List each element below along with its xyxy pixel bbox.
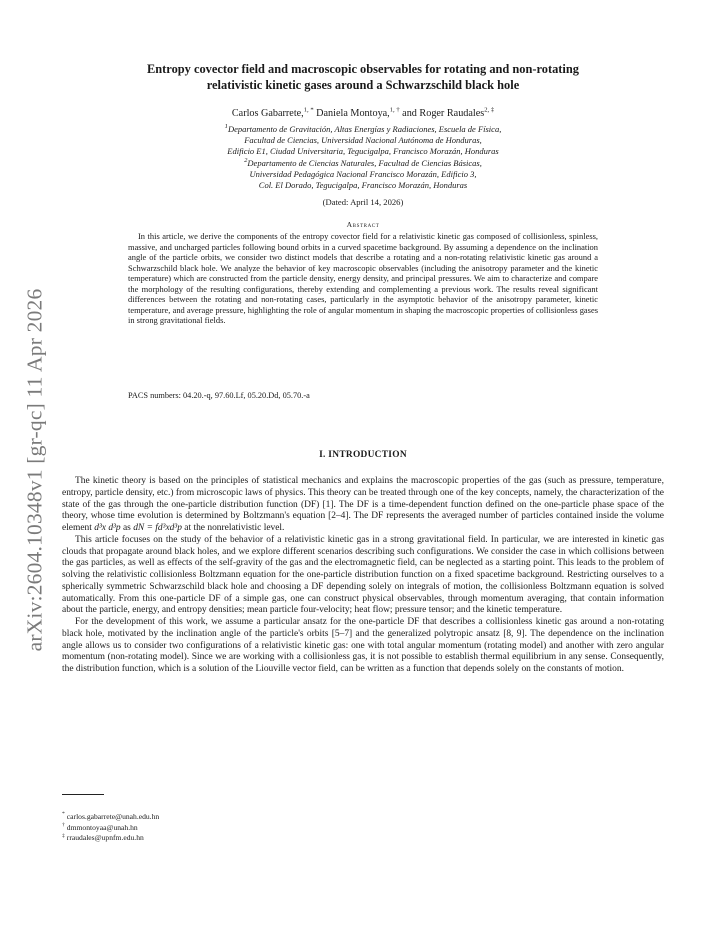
author-marker: 1, * bbox=[303, 106, 314, 114]
affiliation-line: $^2$Departamento de Ciencias Naturales, Facultad de Ciencias Básicas, bbox=[244, 156, 482, 168]
footnote: † dmmontoyaa@unah.hn bbox=[62, 822, 138, 832]
body-text bbox=[62, 476, 664, 676]
author-name: Daniela Montoya, bbox=[313, 108, 390, 119]
affiliation-line: Facultad de Ciencias, Universidad Nacional Autónoma de Honduras, bbox=[244, 135, 482, 146]
paragraph: This article focuses on the study of the behavior of a relativistic kinetic gas in a strong gravitational field. In particular, we are interested in kinetic gas clouds that propagate around black holes, and we explore different scenarios describing such configurations. We consider the case in which collisions between the gas particles, as well as effects of the self-gravity of the gas and the electromagnetic field, can be neglected as a starting point. This leads to the problem of solving the relativistic collisionless Boltzmann equation for the one-particle distribution function on a fixed spacetime background. Restricting ourselves to a spherically symmetric Schwarzschild black hole and choosing a DF depending solely on integrals of motion, the collisionless Boltzmann equation is solved automatically. From this one-particle DF of a simple gas, one can construct physical observables, through momentum averaging, that contain information about the particle, energy, and entropy densities; mean particle four-velocity; heat flow; pressure tensor; and the kinetic temperature. bbox=[62, 534, 664, 616]
inline-math: d³x d³p bbox=[94, 523, 121, 533]
affiliation-line: Col. El Dorado, Tegucigalpa, Francisco Morazán, Honduras bbox=[258, 180, 468, 191]
pacs-numbers: PACS numbers: 04.20.-q, 97.60.Lf, 05.20.Dd, 05.70.-a bbox=[128, 391, 310, 400]
footnote: ‡ rraudales@upnfm.edu.hn bbox=[62, 832, 144, 843]
affiliation-marker: 2 bbox=[244, 156, 248, 164]
author-marker: 1, † bbox=[389, 106, 400, 114]
footnote-divider bbox=[62, 794, 104, 795]
paragraph: For the development of this work, we assume a particular ansatz for the one-particle DF that describes a collisionless kinetic gas around a non-rotating black hole, motivated by the inclination angle of the particle's orbits [5–7] and the generalized polytropic ansatz [8, 9]. The dependence on the inclination angle allows us to consider two configurations of a relativistic kinetic gas: one with total angular momentum (rotating model) and another with zero angular momentum (non-rotating model). Since we are working with a collisionless gas, it is not possible to establish thermal equilibrium in any sense. Consequently, the distribution function, which is a solution of the Liouville vector field, can be written as a function that depends solely on the constants of motion. bbox=[62, 617, 664, 674]
section-heading-introduction: I. INTRODUCTION bbox=[319, 450, 407, 460]
date-line: (Dated: April 14, 2026) bbox=[322, 197, 404, 207]
author-name: Carlos Gabarrete, bbox=[231, 108, 304, 119]
title-line-1: Entropy covector field and macroscopic observables for rotating and non-rotating bbox=[147, 62, 579, 76]
email-address: rraudales@upnfm.edu.hn bbox=[66, 833, 144, 843]
paragraph: The kinetic theory is based on the principles of statistical mechanics and explains the macroscopic properties of the gas (such as pressure, temperature, entropy, particle density, etc.) from microscopic laws of physics. This theory can be treated through one of the key concepts, namely, the characterization of the state of the gas through the one-particle distribution function (DF) [1]. The DF is a time-dependent function defined on the one-particle phase space of the theory, whose time evolution is determined by Boltzmann's equation [2–4]. The DF represents the averaged number of particles contained inside the volume element d³x d³p as dN = fd³xd³p at the nonrelativistic level. bbox=[62, 476, 664, 533]
affiliation-line: Universidad Pedagógica Nacional Francisco Morazán, Edificio 3, bbox=[249, 168, 477, 179]
affiliation-line: Edificio E1, Ciudad Universitaria, Tegucigalpa, Francisco Morazán, Honduras bbox=[227, 146, 499, 157]
footnote: * carlos.gabarrete@unah.edu.hn bbox=[62, 811, 160, 821]
arxiv-identifier: arXiv:2604.10348v1 [gr-qc] 11 Apr 2026 bbox=[22, 288, 47, 652]
affiliation-line: $^1$Departamento de Gravitación, Altas Energías y Radiaciones, Escuela de Física, bbox=[224, 123, 502, 134]
author-marker: 2, ‡ bbox=[484, 106, 495, 114]
paper-title bbox=[62, 62, 664, 93]
email-address: dmmontoyaa@unah.hn bbox=[66, 822, 138, 832]
title-line-2: relativistic kinetic gases around a Schwarzschild black hole bbox=[206, 77, 520, 92]
author-name: and Roger Raudales bbox=[399, 108, 485, 119]
email-address: carlos.gabarrete@unah.edu.hn bbox=[66, 812, 160, 821]
affiliations bbox=[62, 124, 664, 191]
abstract-text: In this article, we derive the components of the entropy covector field for a relativistic kinetic gas composed of collisionless, spinless, massive, and uncharged particles following bound orbits in a curved spacetime background. By assuming a dependence on the inclination angle of the particle orbits, we consider two distinct models that describe a rotating and a non-rotating relativistic kinetic gas around a Schwarzschild black hole. We analyze the behavior of key macroscopic observables (including the anisotropy parameter and the kinetic temperature) which are constructed from the particle density, energy density, and principal pressures. We aim to characterize and compare the morphology of the resulting configurations, thereby extending and complementing a previous work. The results reveal significant differences between the rotating and non-rotating cases, particularly in the asymptotic behavior of the anisotropy parameter, kinetic temperature, and average pressure, highlighting the role of angular momentum in shaping the macroscopic properties of collisionless gases in strong gravitational fields. bbox=[128, 231, 598, 326]
affiliation-marker: 1 bbox=[224, 123, 228, 131]
inline-math: dN = fd³xd³p bbox=[133, 523, 182, 533]
footnotes bbox=[62, 812, 159, 844]
author-list bbox=[62, 108, 664, 120]
abstract-heading: Abstract bbox=[346, 220, 380, 229]
arxiv-sidebar-stamp bbox=[20, 260, 50, 680]
